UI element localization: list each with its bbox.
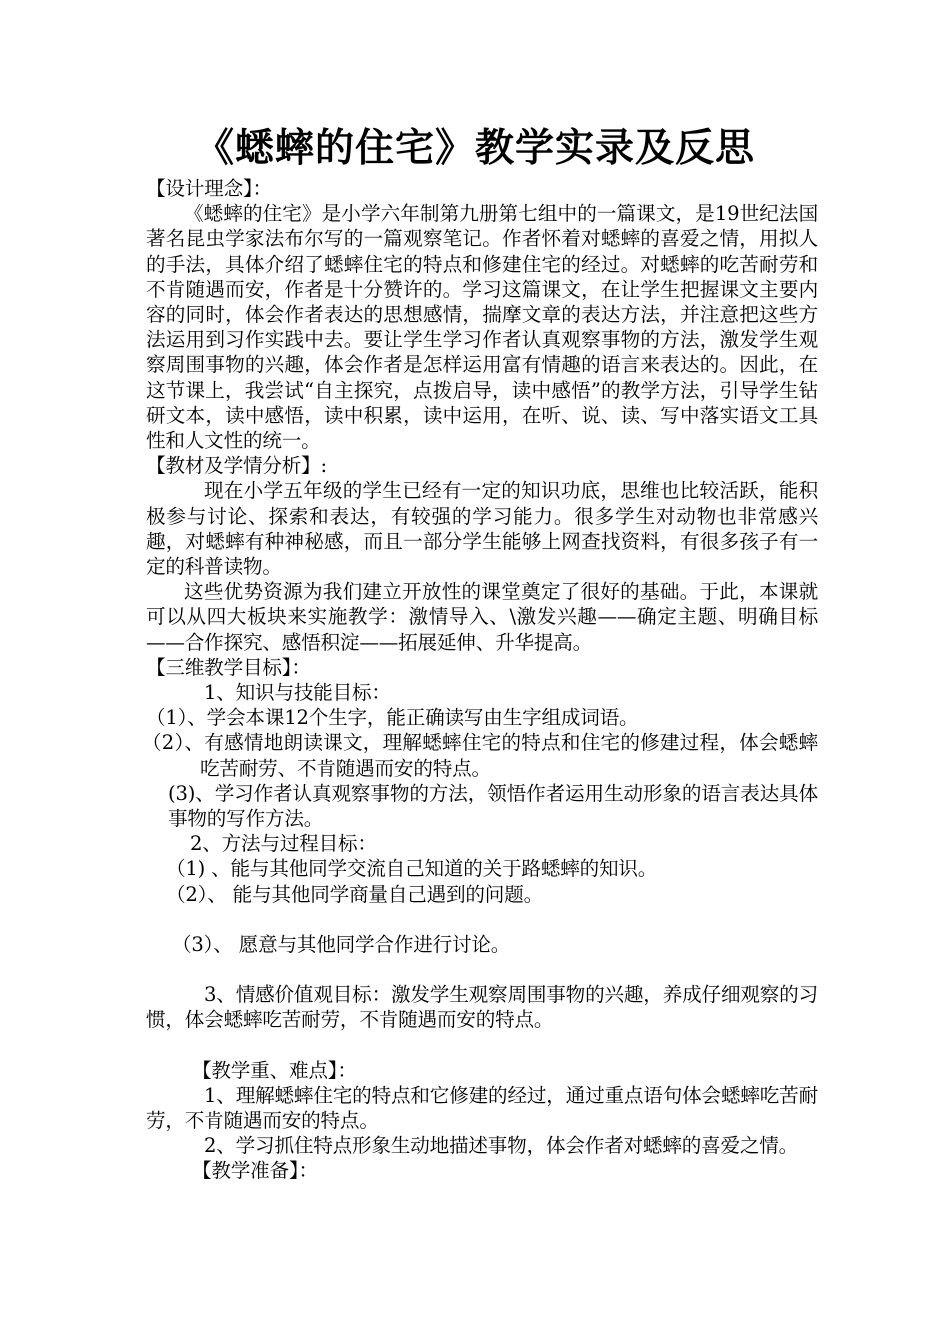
goal1-item-1: （1）、学会本课12个生字，能正确读写由生字组成词语。 [146, 706, 639, 730]
goal2-heading: 2、方法与过程目标： [190, 832, 377, 856]
blank-line [146, 957, 818, 982]
key-paragraph-2: 2、学习抓住特点形象生动地描述事物，体会作者对蟋蟀的喜爱之情。 [204, 1134, 799, 1158]
document-title: 《蟋蟀的住宅》教学实录及反思 [194, 125, 755, 171]
design-heading: 【设计理念】： [146, 177, 272, 200]
goal1-item-2: （2）、有感情地朗读课文，理解蟋蟀住宅的特点和住宅的修建过程，体会蟋蟀吃苦耐劳、不肯随遇而安的特点。 [142, 731, 818, 780]
blank-line [146, 907, 818, 932]
blank-line [146, 1033, 818, 1058]
design-paragraph: 《蟋蟀的住宅》是小学六年制第九册第七组中的一篇课文，是19世纪法国著名昆虫学家法布尔写的一篇观察笔记。作者怀着对蟋蟀的喜爱之情，用拟人的手法，具体介绍了蟋蟀住宅的特点和修建住宅的经过。对蟋蟀的吃苦耐劳和不肯随遇而安，作者是十分赞许的。学习这篇课文，在让学生把握课文主要内容的同时，体会作者表达的思想感情，揣摩文章的表达方法，并注意把这些方法运用到习作实践中去。要让学生学习作者认真观察事物的方法，激发学生观察周围事物的兴趣，体会作者是怎样运用富有情趣的语言来表达的。因此，在这节课上，我尝试“自主探究，点拨启导，读中感悟”的教学方法，引导学生钻研文本，读中感悟，读中积累，读中运用，在听、说、读、写中落实语文工具性和人文性的统一。 [146, 202, 818, 453]
key-paragraph-1: 1、理解蟋蟀住宅的特点和它修建的经过，通过重点语句体会蟋蟀吃苦耐劳，不肯随遇而安的特点。 [146, 1083, 818, 1132]
goals-heading: 【三维教学目标】： [146, 655, 311, 679]
prep-heading: 【教学准备】： [192, 1159, 318, 1183]
goal2-item-3: （3）、 愿意与其他同学合作进行讨论。 [172, 932, 511, 956]
goal1-item-3: (3)、学习作者认真观察事物的方法，领悟作者运用生动形象的语言表达具体事物的写作方法。 [168, 781, 818, 831]
goal3-paragraph: 3、情感价值观目标：激发学生观察周围事物的兴趣，养成仔细观察的习惯，体会蟋蟀吃苦耐劳，不肯随遇而安的特点。 [146, 983, 818, 1032]
goal2-item-2: （2）、 能与其他同学商量自己遇到的问题。 [166, 882, 543, 906]
goal1-heading: 1、知识与技能目标： [204, 681, 391, 705]
goal2-item-1: （1) 、能与其他同学交流自己知道的关于路蟋蟀的知识。 [166, 857, 658, 881]
analysis-paragraph-1: 现在小学五年级的学生已经有一定的知识功底，思维也比较活跃，能积极参与讨论、探索和表达，有较强的学习能力。很多学生对动物也非常感兴趣，对蟋蟀有种神秘感，而且一部分学生能够上网查找资料，有很多孩子有一定的科普读物。 [146, 479, 818, 579]
analysis-heading: 【教材及学情分析】: [146, 454, 327, 478]
key-heading: 【教学重、难点】： [192, 1058, 357, 1082]
analysis-paragraph-2: 这些优势资源为我们建立开放性的课堂奠定了很好的基础。于此，本课就可以从四大板块来实施教学：激情导入、\激发兴趣——确定主题、明确目标——合作探究、感悟积淀——拓展延伸、升华提高。 [146, 580, 818, 654]
document-body [142, 176, 818, 1184]
